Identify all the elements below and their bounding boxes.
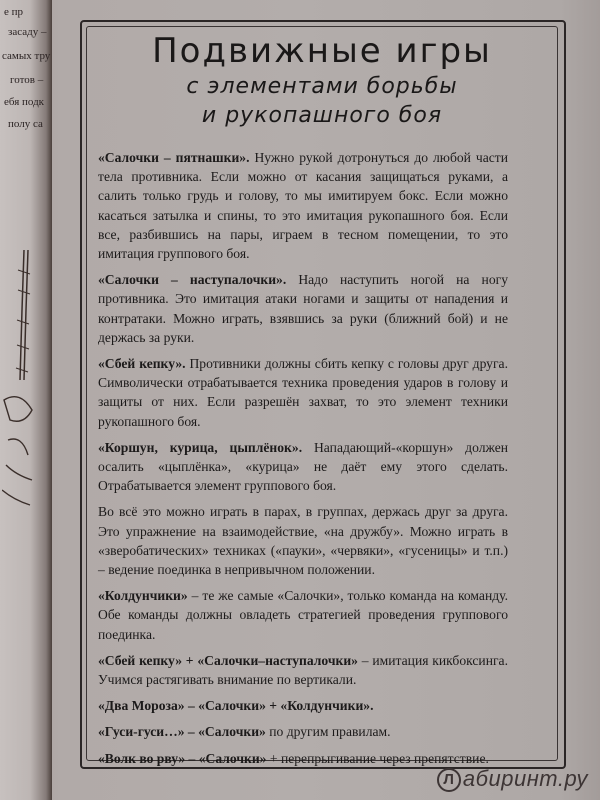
paragraph [98, 696, 508, 715]
page-title [96, 30, 548, 130]
game-description: Во всё это можно играть в парах, в группах, держась друг за друга. Это упражнение на взаимодействие, «на дружбу». Можно играть в «зверобатических» техниках («пауки», «червяки», «гусеницы» и т.п.) – ведение поединка в непривычном положении. [98, 504, 508, 578]
paragraph [98, 722, 508, 741]
game-name: «Коршун, курица, цыплёнок». [98, 439, 303, 455]
paragraph [98, 502, 508, 579]
article-body [98, 148, 508, 775]
paragraph [98, 270, 508, 347]
game-name: «Сбей кепку» + «Салочки–наступалочки» [98, 652, 358, 668]
facing-page-text: е пр [4, 6, 24, 18]
paragraph [98, 651, 508, 689]
game-name: «Гуси-гуси…» – «Салочки» [98, 724, 266, 740]
paragraph [98, 586, 508, 644]
paragraph [98, 354, 508, 431]
title-line-2: с элементами борьбы [186, 74, 458, 99]
game-name: «Два Мороза» – «Салочки» + «Колдунчики». [98, 698, 374, 714]
labirint-logo-icon: Л [437, 768, 461, 792]
rope-illustration [2, 250, 42, 510]
game-name: «Сбей кепку». [98, 356, 186, 372]
game-name: «Салочки – пятнашки». [98, 150, 250, 165]
game-description: + перепрыгивание через препятствие. [266, 750, 489, 766]
facing-page-text: полу са [8, 118, 43, 130]
game-description: Нападающий-«коршун» должен осалить «цыплёнка», «курица» не даёт ему этого сделать. Отрабатывается элемент группового боя. [98, 439, 508, 494]
game-name: «Волк во рву» – «Салочки» [98, 750, 267, 766]
game-description: – те же самые «Салочки», только команда на команду. Обе команды должны овладеть стратегией проведения группового поединка. [98, 588, 508, 642]
game-description: Противники должны сбить кепку с головы друг друга. Символически отрабатывается техника проведения ударов в голову и защиты от них. Если разрешён захват, то это элемент техники рукопашного боя. [98, 356, 508, 429]
game-description: – имитация кикбоксинга. Учимся растягивать внимание по вертикали. [98, 652, 508, 688]
labirint-watermark [437, 766, 588, 792]
title-line-3: и рукопашного боя [201, 103, 443, 128]
paragraph [98, 148, 508, 263]
game-name: «Колдунчики» [98, 588, 188, 604]
facing-page-text: самых тру [2, 50, 51, 62]
paragraph [98, 438, 508, 496]
facing-page-text: готов – [10, 74, 44, 86]
facing-page-text: засаду – [8, 26, 47, 38]
game-description: Нужно рукой дотронуться до любой части тела противника. Если можно от касания защищаться руками, а салить только грудь и голову, то мы имитируем бокс. Если можно касаться затылка и спины, то это имитация рукопашного боя. Если все, разбившись на пары, играем в тесном помещении, то это имитация группового боя. [98, 150, 509, 262]
title-main: Подвижные игры [152, 31, 492, 71]
game-name: «Салочки – наступалочки». [98, 272, 287, 288]
facing-page-text: ебя подк [4, 96, 45, 108]
game-description: Надо наступить ногой на ногу противника. Это имитация атаки ногами и защиты от нападения и контратаки. Можно играть, взявшись за руки (ближний бой) и не держась за руки. [98, 272, 508, 345]
watermark-text: абиринт.ру [462, 766, 588, 791]
game-description: по другим правилам. [265, 724, 391, 740]
facing-page-edge [0, 0, 52, 800]
paragraph [98, 749, 508, 768]
